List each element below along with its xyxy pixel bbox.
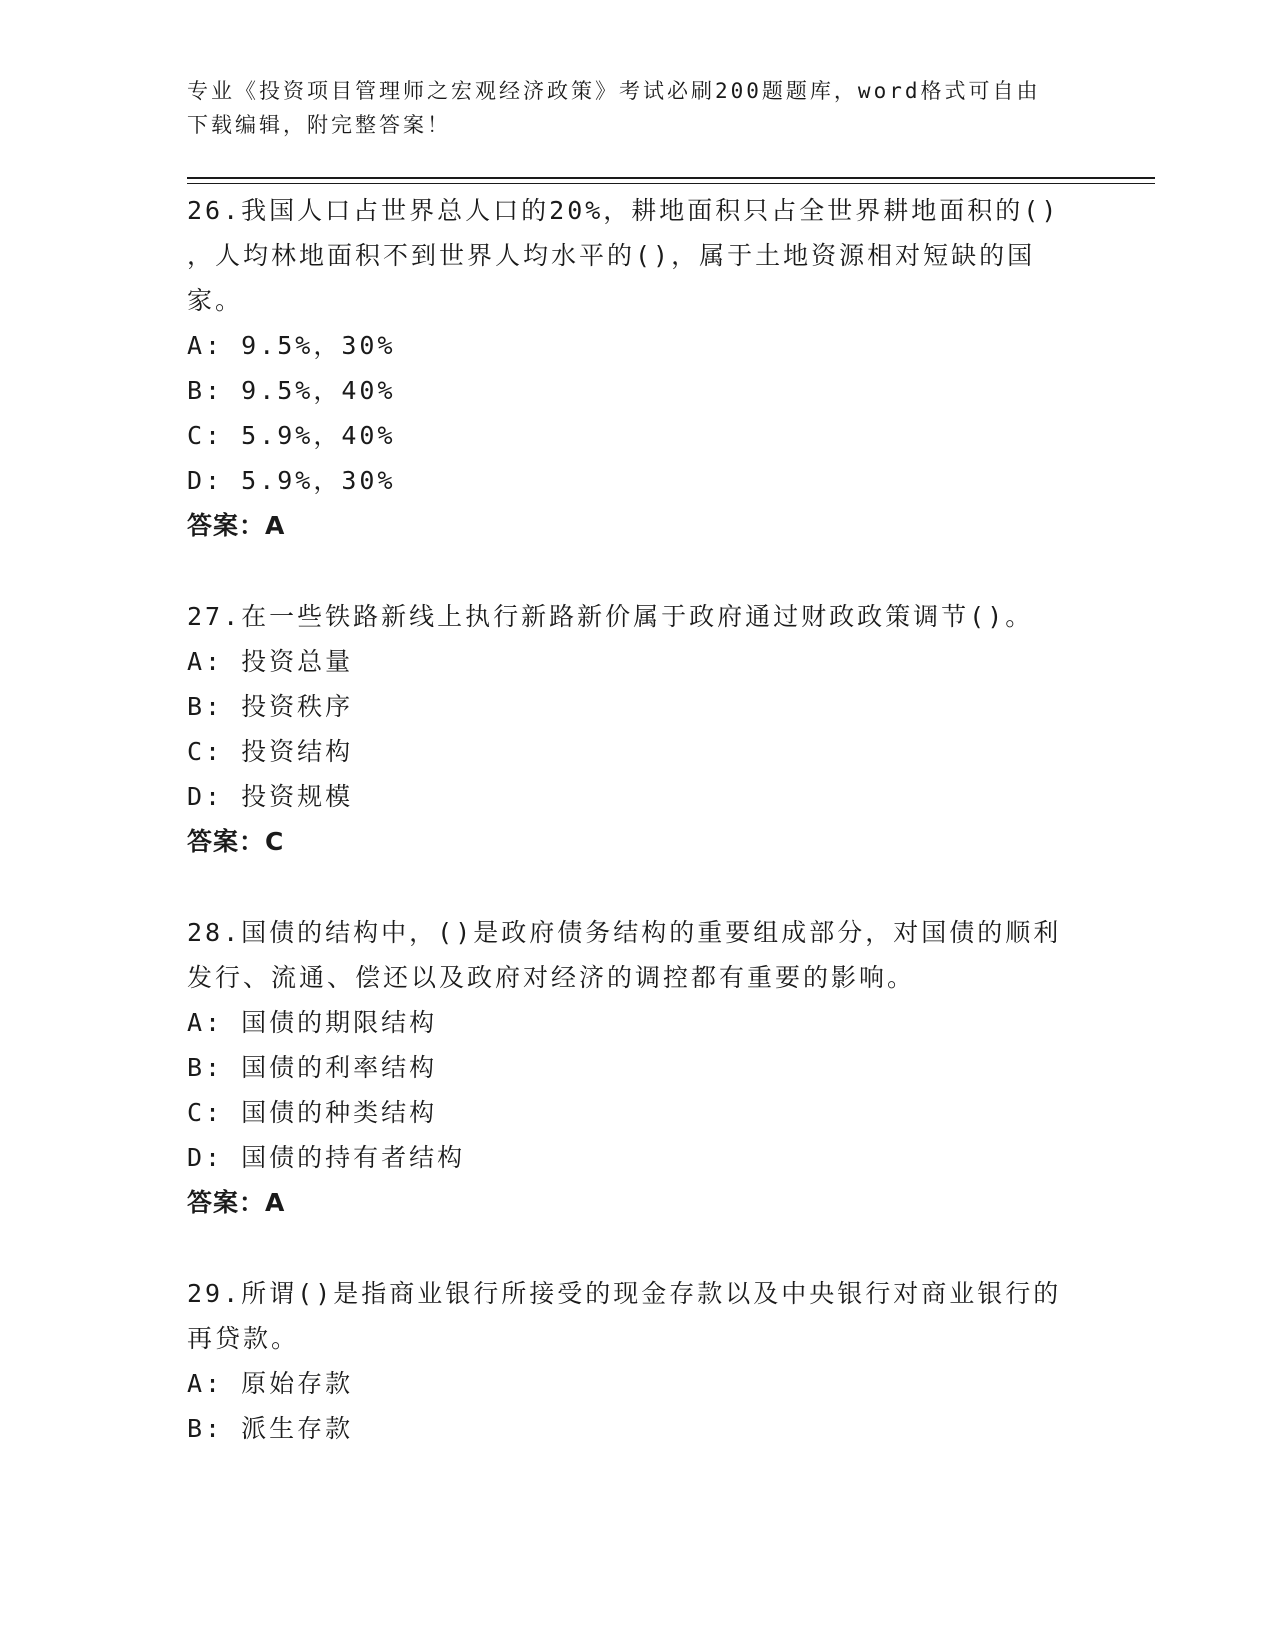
question-stem-line: 27.在一些铁路新线上执行新路新价属于政府通过财政政策调节()。	[187, 602, 1034, 631]
header-line-2: 下载编辑，附完整答案！	[187, 113, 451, 137]
question-stem-line: 发行、流通、偿还以及政府对经济的调控都有重要的影响。	[187, 963, 916, 992]
document-header	[187, 74, 1087, 142]
question-stem-line: 再贷款。	[187, 1324, 300, 1353]
answer-line: 答案：C	[187, 827, 285, 856]
option-a: A: 投资总量	[187, 647, 354, 676]
option-d: D: 5.9%，30%	[187, 466, 396, 495]
question-spacer	[187, 548, 1087, 594]
option-c: C: 5.9%，40%	[187, 421, 396, 450]
question-stem-line: 家。	[187, 286, 244, 315]
question-stem-line: 28.国债的结构中，()是政府债务结构的重要组成部分，对国债的顺利	[187, 918, 1062, 947]
option-a: A: 9.5%，30%	[187, 331, 396, 360]
question-28	[187, 910, 1087, 1225]
option-a: A: 原始存款	[187, 1369, 354, 1398]
question-list	[187, 188, 1087, 1451]
header-line-1: 专业《投资项目管理师之宏观经济政策》考试必刷200题题库，word格式可自由	[187, 79, 1041, 103]
question-29	[187, 1271, 1087, 1451]
answer-line: 答案：A	[187, 1188, 286, 1217]
option-a: A: 国债的期限结构	[187, 1008, 438, 1037]
option-b: B: 派生存款	[187, 1414, 354, 1443]
header-divider-thick	[187, 177, 1155, 179]
option-b: B: 投资秩序	[187, 692, 354, 721]
option-d: D: 国债的持有者结构	[187, 1143, 466, 1172]
question-stem-line: 29.所谓()是指商业银行所接受的现金存款以及中央银行对商业银行的	[187, 1279, 1062, 1308]
question-spacer	[187, 864, 1087, 910]
question-26	[187, 188, 1087, 548]
question-spacer	[187, 1225, 1087, 1271]
answer-line: 答案：A	[187, 511, 286, 540]
option-d: D: 投资规模	[187, 782, 354, 811]
question-stem-line: ，人均林地面积不到世界人均水平的()，属于土地资源相对短缺的国	[187, 241, 1036, 270]
option-c: C: 投资结构	[187, 737, 354, 766]
question-stem-line: 26.我国人口占世界总人口的20%，耕地面积只占全世界耕地面积的()	[187, 196, 1060, 225]
option-b: B: 9.5%，40%	[187, 376, 396, 405]
option-b: B: 国债的利率结构	[187, 1053, 438, 1082]
question-27	[187, 594, 1087, 864]
header-divider-thin	[187, 183, 1155, 184]
option-c: C: 国债的种类结构	[187, 1098, 438, 1127]
